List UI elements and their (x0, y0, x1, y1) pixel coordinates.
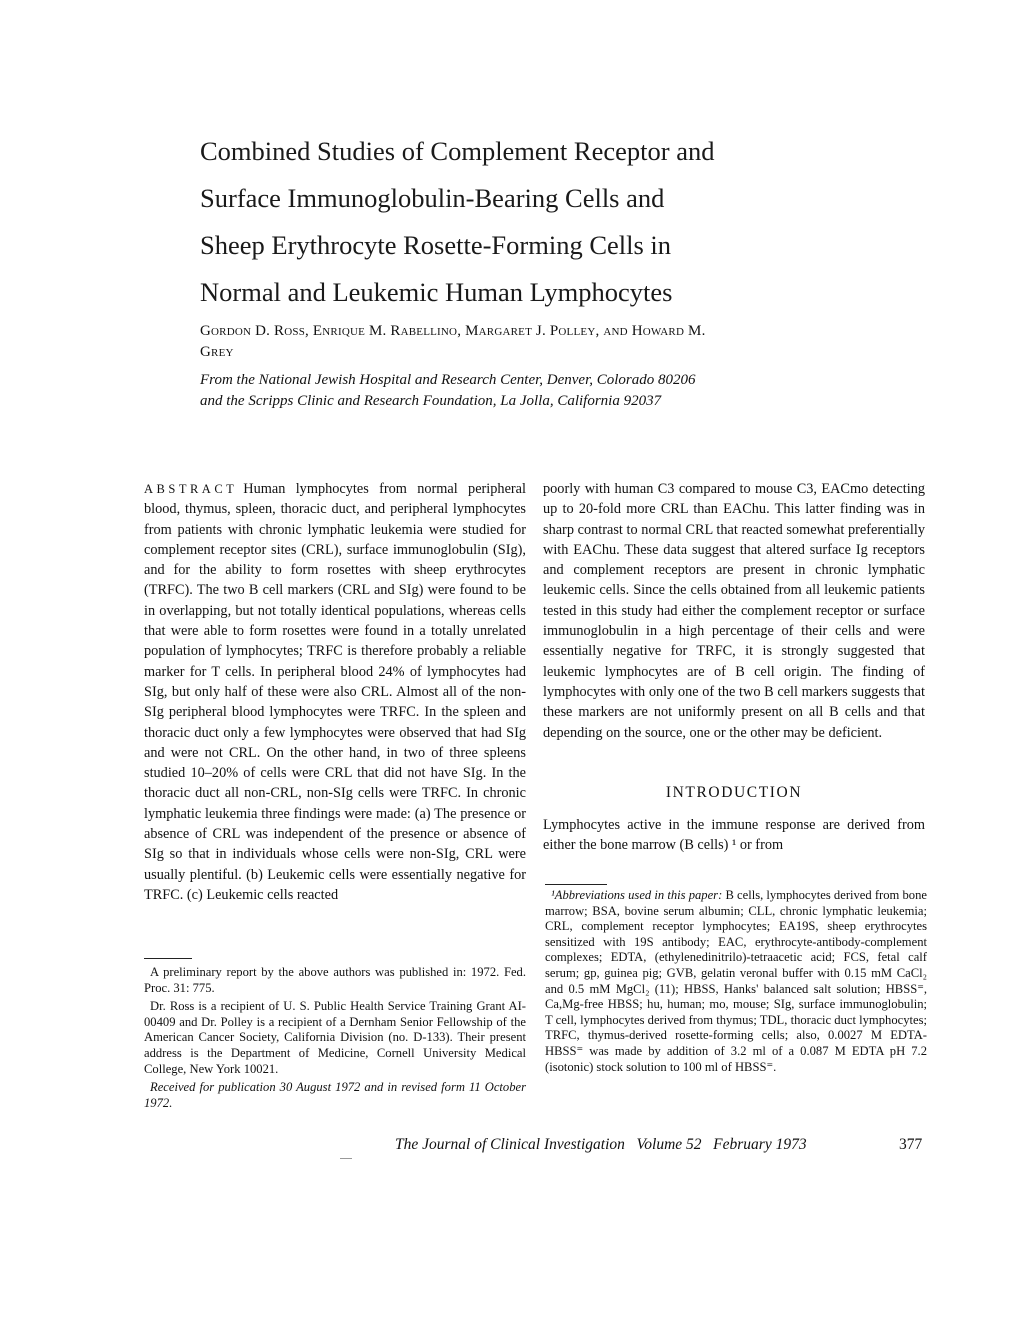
introduction-text: Lymphocytes active in the immune response are derived from either the bone marrow (B cells) ¹ or from (543, 817, 925, 854)
title-line: Normal and Leukemic Human Lymphocytes (200, 277, 673, 307)
left-column (144, 479, 526, 905)
footnote-grants: Dr. Ross is a recipient of U. S. Public Health Service Training Grant AI-00409 and Dr. Polley is a recipient of a Dernham Senior Fellowship of the American Cancer Society, California Division (no. D-133). Their present address is the Department of Medicine, Cornell University Medical College, New York 10021. (144, 999, 526, 1076)
footnote-abbrev-text: B cells, lymphocytes derived from bone marrow; BSA, bovine serum albumin; CLL, chronic lymphatic leukemia; CRL, complement receptor lymphocytes; EA19S, sheep erythrocytes sensitized with 19S antibody; EAC, erythrocyte-antibody-complement complexes; EDTA, (ethylenedinitrilo)-tetraacetic acid; FCS, fetal calf serum; gp, guinea pig; GVB, gelatin veronal buffer with 0.15 mM CaCl₂ and 0.5 mM MgCl₂ (11); HBSS, Hanks' balanced salt solution; HBSS⁼, Ca,Mg-free HBSS; hu, human; mo, mouse; SIg, surface immunoglobulin; T cell, lymphocytes derived from thymus; TDL, thoracic duct lymphocytes; TRFC, thymus-derived rosette-forming cells; also, 0.0027 M EDTA-HBSS⁼ was made by addition of 3.2 ml of a 0.087 M EDTA pH 7.2 (isotonic) stock solution to 100 ml of HBSS⁼. (545, 888, 927, 1074)
footnote-received: Received for publication 30 August 1972 and in revised form 11 October 1972. (144, 1080, 526, 1110)
abstract-text-left: Human lymphocytes from normal peripheral blood, thymus, spleen, thoracic duct, and peripheral lymphocytes from patients with chronic lymphatic leukemia were studied for complement receptor sites (CRL), surface immunoglobulin (SIg), and for the ability to form rosettes with sheep erythrocytes (TRFC). The two B cell markers (CRL and SIg) were found to be in overlapping, but not totally identical populations, whereas cells that were able to form rosettes were found in a totally unrelated population of lymphocytes; TRFC is therefore probably a reliable marker for T cells. In peripheral blood 24% of lymphocytes had SIg, but only half of these were also CRL. Almost all of the non-SIg peripheral blood lymphocytes were TRFC. In the spleen and thoracic duct only a few lymphocytes were observed that had SIg and were not CRL. On the other hand, in two of three spleens studied 10–20% of cells were CRL that did not have SIg. In the thoracic duct all non-CRL, non-SIg cells were TRFC. In chronic lymphatic leukemia three findings were made: (a) The presence or absence of CRL was independent of the presence or absence of SIg so that in individuals whose cells were non-SIg, CRL were usually plentiful. (b) Leukemic cells were essentially negative for TRFC. (c) Leukemic cells reacted (144, 481, 526, 903)
footer-mark (340, 1158, 352, 1159)
abstract-paragraph (144, 479, 526, 905)
author-list: Gordon D. Ross, Enrique M. Rabellino, Margaret J. Polley, and Howard M. Grey (200, 323, 706, 360)
abstract-label: ABSTRACT (144, 482, 238, 496)
right-column (543, 479, 925, 856)
title-line: Surface Immunoglobulin-Bearing Cells and (200, 183, 665, 213)
affiliation: From the National Jewish Hospital and Research Center, Denver, Colorado 80206 and the Scripps Clinic and Research Foundation, La Jolla, California 92037 (200, 372, 696, 409)
abstract-text-right: poorly with human C3 compared to mouse C3, EACmo detecting up to 20-fold more CRL than EAChu. This latter finding was in sharp contrast to normal CRL that reacted somewhat preferentially with EAChu. These data suggest that altered surface Ig receptors and complement receptors are present in chronic lymphatic leukemic cells. Since the cells obtained from all leukemic patients tested in this study had either the complement receptor or surface immunoglobulin in a high percentage of their cells and were essentially negative for TRFC, it is strongly suggested that leukemic lymphocytes are of B cell origin. The finding of lymphocytes with only one of the two B cell markers suggests that these markers are not uniformly present on all B cells and that depending on the source, one or the other may be deficient. (543, 481, 925, 741)
title-line: Combined Studies of Complement Receptor and (200, 136, 715, 166)
footnote-divider (545, 884, 607, 885)
title-line: Sheep Erythrocyte Rosette-Forming Cells in (200, 230, 672, 260)
footnote-abbreviations (545, 888, 927, 1075)
footnotes-right (545, 888, 927, 1075)
article-title (200, 128, 820, 316)
page-number: 377 (899, 1136, 923, 1153)
footnote-divider (144, 958, 192, 959)
footnote-abbrev-label: ¹Abbreviations used in this paper: (551, 888, 723, 902)
footnote-preliminary: A preliminary report by the above authors was published in: 1972. Fed. Proc. 31: 775. (144, 965, 526, 995)
page-footer (395, 1136, 935, 1154)
section-heading-introduction: INTRODUCTION (665, 783, 803, 801)
footnotes-left (144, 965, 526, 1114)
journal-citation: The Journal of Clinical Investigation Volume 52 February 1973 (395, 1136, 807, 1153)
